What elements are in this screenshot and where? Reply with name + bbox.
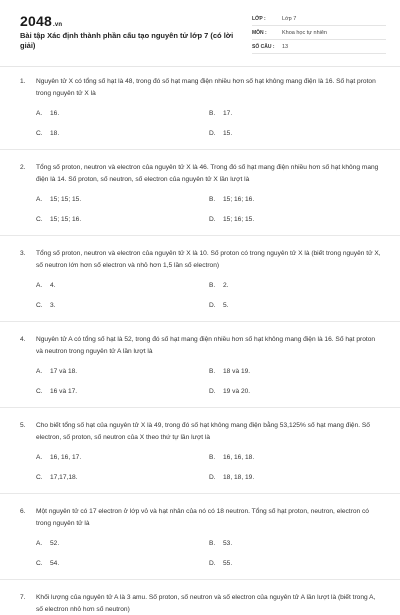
option-d[interactable] bbox=[209, 128, 382, 139]
question-number: 6. bbox=[20, 508, 26, 515]
option-letter: A. bbox=[36, 368, 43, 375]
option-text: 4. bbox=[50, 282, 56, 289]
option-text: 15; 16; 15. bbox=[223, 216, 255, 223]
option-text: 16 và 17. bbox=[50, 388, 78, 395]
question-text: Nguyên tử A có tổng số hạt là 52, trong đó số hạt mang điện nhiều hơn số hạt không mang điện là 16. Số hạt proton và neutron trong nguyên tử A lần lượt là bbox=[36, 336, 376, 355]
option-row bbox=[36, 194, 382, 205]
option-text: 53. bbox=[223, 540, 233, 547]
option-letter: B. bbox=[209, 454, 216, 461]
meta-row-subject bbox=[252, 26, 386, 40]
option-text: 18. bbox=[50, 130, 60, 137]
meta-value: Khoa học tự nhiên bbox=[282, 29, 327, 36]
option-text: 19 và 20. bbox=[223, 388, 251, 395]
option-a[interactable] bbox=[36, 108, 209, 119]
option-b[interactable] bbox=[209, 108, 382, 119]
option-row bbox=[36, 538, 382, 549]
option-letter: C. bbox=[36, 130, 43, 137]
question-text: Một nguyên tử có 17 electron ở lớp vỏ và hạt nhân của nó có 18 neutron. Tổng số hạt proton, neutron, electron có trong nguyên tử là bbox=[36, 508, 369, 527]
option-row bbox=[36, 472, 382, 483]
meta-value: Lớp 7 bbox=[282, 15, 297, 22]
option-text: 52. bbox=[50, 540, 60, 547]
option-b[interactable] bbox=[209, 194, 382, 205]
option-a[interactable] bbox=[36, 538, 209, 549]
option-letter: C. bbox=[36, 474, 43, 481]
option-text: 16, 16, 17. bbox=[50, 454, 82, 461]
question-item bbox=[0, 592, 400, 615]
document-title: Bài tập Xác định thành phần cấu tạo nguyên tử lớp 7 (có lời giải) bbox=[20, 31, 234, 50]
site-logo[interactable] bbox=[20, 13, 62, 29]
option-text: 17 và 18. bbox=[50, 368, 78, 375]
option-letter: B. bbox=[209, 196, 216, 203]
option-d[interactable] bbox=[209, 472, 382, 483]
option-text: 3. bbox=[50, 302, 56, 309]
option-letter: D. bbox=[209, 130, 216, 137]
option-b[interactable] bbox=[209, 538, 382, 549]
document-header bbox=[0, 0, 400, 70]
option-text: 16. bbox=[50, 110, 60, 117]
option-letter: D. bbox=[209, 216, 216, 223]
option-text: 5. bbox=[223, 302, 229, 309]
question-text: Cho biết tổng số hạt của nguyên tử X là 49, trong đó số hạt không mang điện bằng 53,125% số hạt mang điện. Số electron, số proton, số neutron của X theo thứ tự lần lượt là bbox=[36, 422, 370, 441]
option-letter: A. bbox=[36, 454, 43, 461]
meta-row-class bbox=[252, 12, 386, 26]
option-b[interactable] bbox=[209, 280, 382, 291]
question-item bbox=[0, 506, 400, 569]
option-c[interactable] bbox=[36, 214, 209, 225]
question-divider bbox=[0, 407, 400, 408]
option-d[interactable] bbox=[209, 300, 382, 311]
option-letter: D. bbox=[209, 474, 216, 481]
option-row bbox=[36, 214, 382, 225]
option-text: 15; 16; 16. bbox=[223, 196, 255, 203]
option-row bbox=[36, 366, 382, 377]
option-b[interactable] bbox=[209, 452, 382, 463]
question-item bbox=[0, 420, 400, 483]
question-text: Nguyên tử X có tổng số hạt là 48, trong đó số hạt mang điện nhiều hơn số hạt không mang điện là 16. Số hạt proton trong nguyên tử X là bbox=[36, 78, 376, 97]
option-letter: D. bbox=[209, 388, 216, 395]
question-number: 7. bbox=[20, 594, 26, 601]
option-c[interactable] bbox=[36, 300, 209, 311]
option-c[interactable] bbox=[36, 472, 209, 483]
option-c[interactable] bbox=[36, 128, 209, 139]
question-number: 3. bbox=[20, 250, 26, 257]
option-c[interactable] bbox=[36, 386, 209, 397]
question-item bbox=[0, 248, 400, 311]
option-text: 15; 15; 15. bbox=[50, 196, 82, 203]
question-divider bbox=[0, 493, 400, 494]
meta-label: LỚP : bbox=[252, 15, 266, 22]
option-letter: A. bbox=[36, 540, 43, 547]
question-number: 1. bbox=[20, 78, 26, 85]
option-text: 2. bbox=[223, 282, 229, 289]
option-row bbox=[36, 280, 382, 291]
header-divider bbox=[0, 66, 400, 67]
option-text: 15; 15; 16. bbox=[50, 216, 82, 223]
meta-row-count bbox=[252, 40, 386, 54]
option-letter: C. bbox=[36, 560, 43, 567]
option-letter: C. bbox=[36, 216, 43, 223]
question-number: 2. bbox=[20, 164, 26, 171]
option-d[interactable] bbox=[209, 386, 382, 397]
option-text: 55. bbox=[223, 560, 233, 567]
option-a[interactable] bbox=[36, 194, 209, 205]
option-c[interactable] bbox=[36, 558, 209, 569]
option-text: 18, 18, 19. bbox=[223, 474, 255, 481]
option-letter: C. bbox=[36, 302, 43, 309]
question-number: 4. bbox=[20, 336, 26, 343]
option-row bbox=[36, 386, 382, 397]
question-divider bbox=[0, 579, 400, 580]
question-text: Khối lượng của nguyên tử A là 3 amu. Số proton, số neutron và số electron của nguyên tử A lần lượt là (biết trong A, số electron nhỏ hơn số neutron) bbox=[36, 594, 376, 613]
option-a[interactable] bbox=[36, 280, 209, 291]
logo-tld: .vn bbox=[52, 22, 63, 28]
document-meta bbox=[252, 12, 386, 54]
option-row bbox=[36, 452, 382, 463]
question-list bbox=[0, 76, 400, 615]
option-d[interactable] bbox=[209, 214, 382, 225]
question-item bbox=[0, 334, 400, 397]
question-number: 5. bbox=[20, 422, 26, 429]
meta-value: 13 bbox=[282, 43, 289, 50]
option-d[interactable] bbox=[209, 558, 382, 569]
option-letter: A. bbox=[36, 282, 43, 289]
option-letter: A. bbox=[36, 110, 43, 117]
option-a[interactable] bbox=[36, 366, 209, 377]
option-row bbox=[36, 128, 382, 139]
option-text: 15. bbox=[223, 130, 233, 137]
option-letter: B. bbox=[209, 540, 216, 547]
option-row bbox=[36, 300, 382, 311]
option-letter: D. bbox=[209, 560, 216, 567]
option-letter: D. bbox=[209, 302, 216, 309]
question-divider bbox=[0, 321, 400, 322]
option-row bbox=[36, 108, 382, 119]
option-text: 18 và 19. bbox=[223, 368, 251, 375]
option-letter: C. bbox=[36, 388, 43, 395]
meta-label: SỐ CÂU : bbox=[252, 43, 275, 50]
option-letter: B. bbox=[209, 368, 216, 375]
option-letter: A. bbox=[36, 196, 43, 203]
option-letter: B. bbox=[209, 282, 216, 289]
option-text: 17,17,18. bbox=[50, 474, 78, 481]
option-text: 17. bbox=[223, 110, 233, 117]
question-text: Tổng số proton, neutron và electron của nguyên tử X là 46. Trong đó số hạt mang điện nhiều hơn số hạt không mang điện là 14. Số proton, số neutron, số electron của nguyên tử X lần lượt là bbox=[36, 164, 379, 183]
question-divider bbox=[0, 149, 400, 150]
logo-main: 2048 bbox=[20, 13, 52, 29]
option-text: 54. bbox=[50, 560, 60, 567]
meta-label: MÔN : bbox=[252, 29, 267, 36]
option-row bbox=[36, 558, 382, 569]
question-item bbox=[0, 76, 400, 139]
question-text: Tổng số proton, neutron và electron của nguyên tử X là 10. Số proton có trong nguyên tử X là (biết trong nguyên tử X, số neutron lớn hơn số electron và nhỏ hơn 1,5 lần số electron) bbox=[36, 250, 381, 269]
question-item bbox=[0, 162, 400, 225]
option-a[interactable] bbox=[36, 452, 209, 463]
option-b[interactable] bbox=[209, 366, 382, 377]
option-letter: B. bbox=[209, 110, 216, 117]
question-divider bbox=[0, 235, 400, 236]
option-text: 16, 16, 18. bbox=[223, 454, 255, 461]
